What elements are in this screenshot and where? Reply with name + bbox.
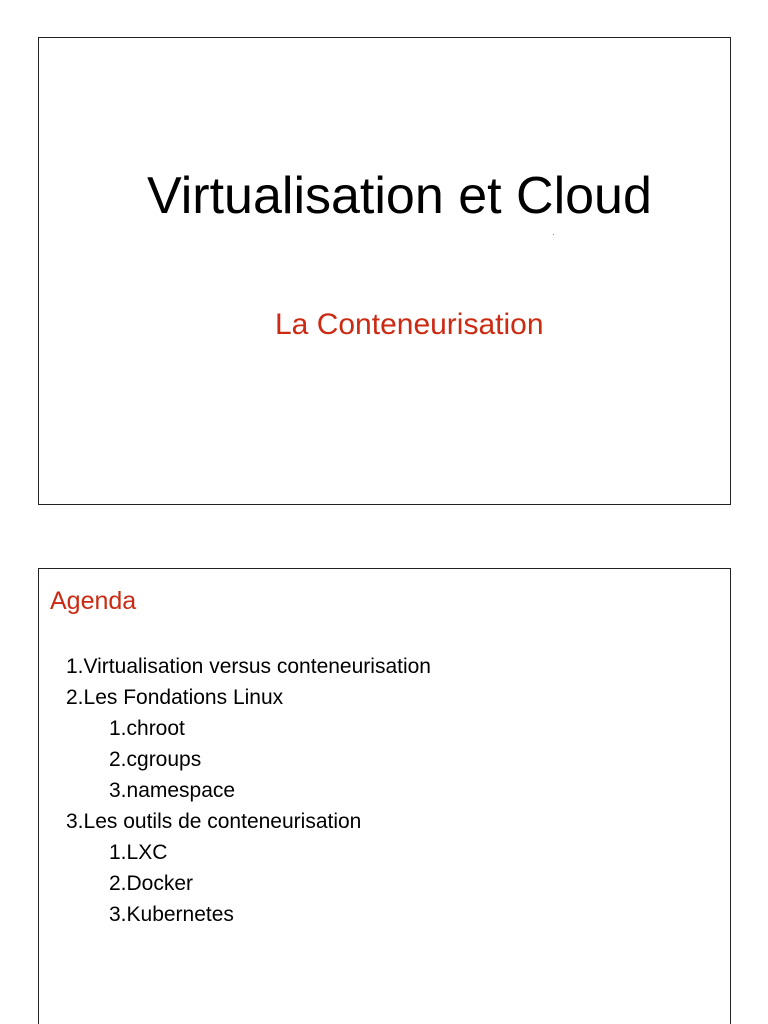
agenda-subitem: 3.namespace bbox=[109, 779, 236, 802]
agenda-subitem: 2.Docker bbox=[109, 872, 194, 895]
slide-title: Virtualisation et Cloud bbox=[147, 167, 652, 225]
agenda-slide bbox=[38, 568, 731, 1024]
agenda-subitem: 3.Kubernetes bbox=[109, 903, 234, 926]
agenda-item: 3.Les outils de conteneurisation bbox=[66, 810, 362, 833]
agenda-item: 1.Virtualisation versus conteneurisation bbox=[66, 655, 431, 678]
agenda-item: 2.Les Fondations Linux bbox=[66, 686, 284, 709]
title-slide bbox=[38, 37, 731, 505]
agenda-subitem: 1.chroot bbox=[109, 717, 185, 740]
agenda-list bbox=[66, 651, 431, 930]
agenda-subitem: 1.LXC bbox=[109, 841, 168, 864]
stray-dot bbox=[553, 234, 554, 235]
agenda-subitem: 2.cgroups bbox=[109, 748, 202, 771]
agenda-heading: Agenda bbox=[50, 587, 137, 615]
slide-subtitle: La Conteneurisation bbox=[275, 308, 544, 341]
